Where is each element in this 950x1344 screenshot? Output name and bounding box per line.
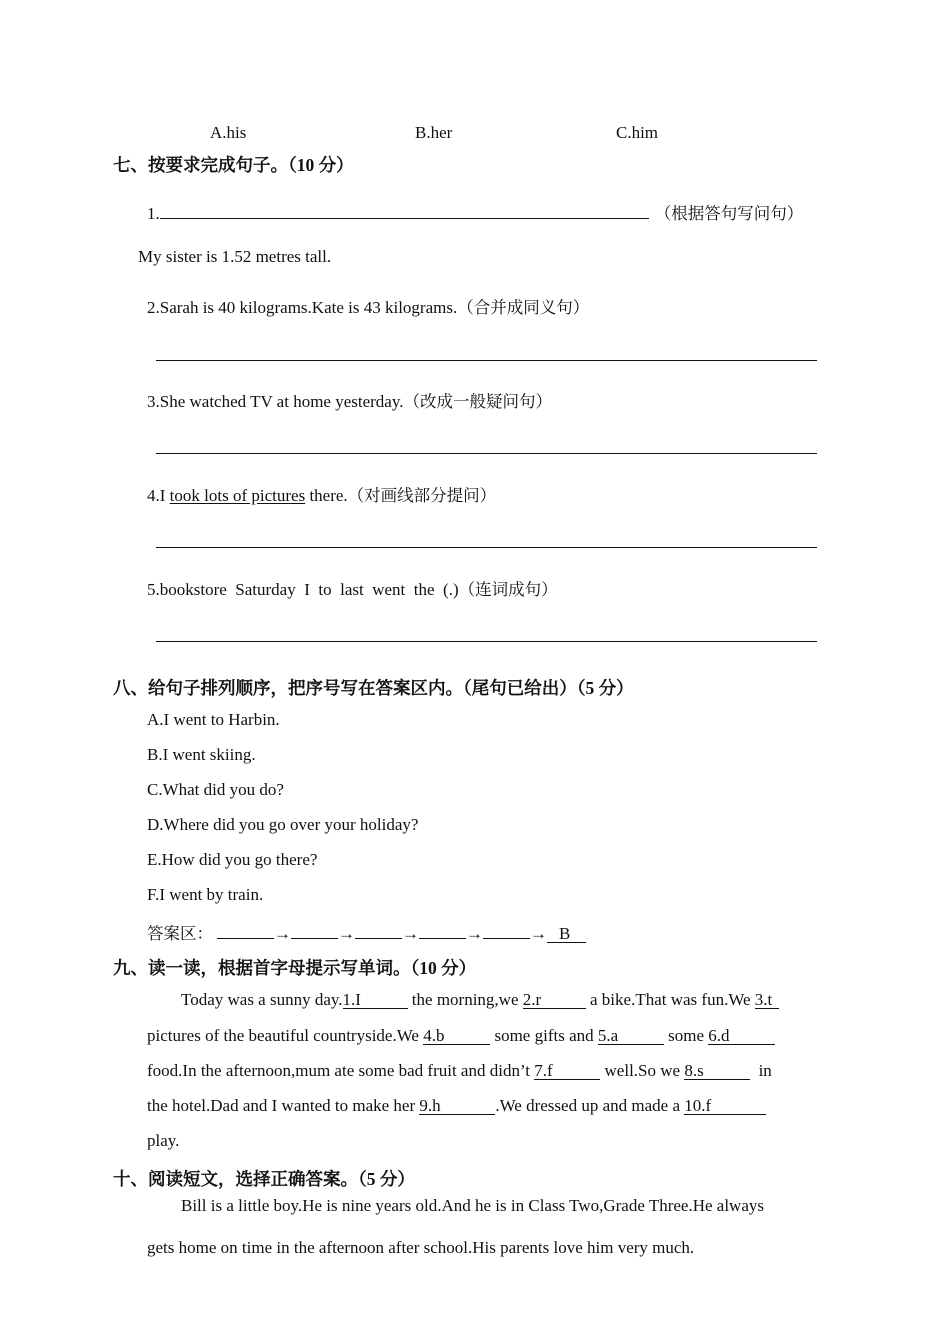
s7-q5-answer-line[interactable] — [156, 641, 817, 642]
s7-q1-num: 1. — [147, 204, 160, 223]
s8-item-f: F.I went by train. — [147, 885, 264, 904]
s8-item-c: C.What did you do? — [147, 780, 284, 799]
section7-heading — [113, 152, 354, 177]
section10-points: （5 分） — [358, 1169, 415, 1189]
s7-q2-note: （合并成同义句） — [457, 298, 590, 317]
s7-q4-underlined: took lots of pictures — [169, 486, 306, 505]
s8-blank-4[interactable] — [419, 921, 466, 939]
s8-arrow-2: → — [338, 924, 355, 943]
s8-blank-5[interactable] — [483, 921, 530, 939]
s7-q4-note: （对画线部分提问） — [347, 486, 497, 505]
section7-title: 七、按要求完成句子。 — [113, 156, 288, 176]
s7-q2-answer-line[interactable] — [156, 360, 817, 361]
section9-points: （10 分） — [410, 958, 477, 978]
s9-line-5: play. — [147, 1131, 180, 1150]
s8-item-d: D.Where did you go over your holiday? — [147, 815, 419, 834]
s7-q5-text: 5.bookstore Saturday I to last went the (.) — [147, 580, 459, 599]
s9-blank-1[interactable]: 1.I — [343, 991, 408, 1009]
s7-q4-pre: 4.I — [147, 486, 170, 505]
s9-blank-5[interactable]: 5.a — [598, 1027, 664, 1045]
s9-blank-7[interactable]: 7.f — [534, 1062, 600, 1080]
section10-title: 十、阅读短文，选择正确答案。 — [113, 1170, 358, 1190]
s7-q3-text: 3.She watched TV at home yesterday. — [147, 392, 404, 411]
s9-text-6: some — [663, 1026, 709, 1045]
s8-blank-2[interactable] — [291, 921, 338, 939]
s10-passage-line-1: Bill is a little boy.He is nine years old.And he is in Class Two,Grade Three.He always — [181, 1196, 764, 1215]
s9-text-7: food.In the afternoon,mum ate some bad fruit and didn’t — [147, 1061, 535, 1080]
s9-line-4 — [147, 1096, 766, 1116]
s7-q3-answer-line[interactable] — [156, 453, 817, 454]
s9-text-1: Today was a sunny day. — [181, 990, 343, 1009]
s7-q1-note: （根据答句写问句） — [654, 204, 804, 223]
option-a: A.his — [210, 123, 247, 142]
s8-blank-3[interactable] — [355, 921, 402, 939]
s9-text-3: a bike.That was fun.We — [585, 990, 755, 1009]
s9-blank-4[interactable]: 4.b — [423, 1027, 490, 1045]
s7-q3 — [147, 388, 552, 412]
s8-item-e: E.How did you go there? — [147, 850, 318, 869]
s7-q1 — [147, 200, 803, 224]
section8-title: 八、给句子排列顺序，把序号写在答案区内。（尾句已给出） — [113, 679, 577, 699]
section8-points: （5 分） — [576, 678, 634, 698]
section10-heading — [113, 1166, 415, 1191]
s8-item-a: A.I went to Harbin. — [147, 710, 280, 729]
s9-text-5: some gifts and — [490, 1026, 598, 1045]
s8-answer-label: 答案区： — [147, 924, 213, 943]
s7-q5-note: （连词成句） — [458, 580, 558, 599]
section9-heading — [113, 955, 476, 980]
s8-item-b: B.I went skiing. — [147, 745, 256, 764]
s7-q4 — [147, 482, 496, 506]
s7-q1-answer-blank[interactable] — [160, 201, 649, 219]
s9-text-9: in — [754, 1061, 772, 1080]
s7-q3-note: （改成一般疑问句） — [403, 392, 553, 411]
option-b: B.her — [415, 123, 453, 142]
s7-q4-post: there. — [305, 486, 348, 505]
s9-line-3 — [147, 1061, 772, 1081]
section8-heading — [113, 675, 634, 700]
s8-arrow-4: → — [466, 924, 483, 943]
option-c: C.him — [616, 123, 659, 142]
s9-blank-8[interactable]: 8.s — [684, 1062, 750, 1080]
s7-q4-answer-line[interactable] — [156, 547, 817, 548]
s9-blank-10[interactable]: 10.f — [684, 1097, 766, 1115]
section7-points: （10 分） — [288, 155, 354, 175]
s9-blank-3[interactable]: 3.t — [755, 991, 779, 1009]
s7-q2 — [147, 294, 589, 318]
s7-q1-given-answer: My sister is 1.52 metres tall. — [138, 247, 332, 266]
s8-arrow-1: → — [274, 924, 291, 943]
s8-arrow-5: → — [530, 924, 547, 943]
s9-line-2 — [147, 1026, 775, 1046]
s8-arrow-3: → — [402, 924, 419, 943]
s9-text-8: well.So we — [600, 1061, 685, 1080]
s9-line-1 — [181, 990, 779, 1010]
s8-given-last: B — [547, 925, 586, 943]
s9-text-11: .We dressed up and made a — [495, 1096, 685, 1115]
s9-blank-2[interactable]: 2.r — [523, 991, 586, 1009]
s9-text-4: pictures of the beautiful countryside.We — [147, 1026, 424, 1045]
s9-text-2: the morning,we — [407, 990, 523, 1009]
s9-blank-6[interactable]: 6.d — [708, 1027, 775, 1045]
s9-text-10: the hotel.Dad and I wanted to make her — [147, 1096, 420, 1115]
s7-q2-text: 2.Sarah is 40 kilograms.Kate is 43 kilograms. — [147, 298, 458, 317]
s8-blank-1[interactable] — [217, 921, 274, 939]
s9-blank-9[interactable]: 9.h — [419, 1097, 495, 1115]
s10-passage-line-2: gets home on time in the afternoon after school.His parents love him very much. — [147, 1238, 695, 1257]
s7-q5 — [147, 576, 558, 600]
section9-title: 九、读一读，根据首字母提示写单词。 — [113, 959, 411, 979]
s8-answer-area — [147, 920, 586, 944]
